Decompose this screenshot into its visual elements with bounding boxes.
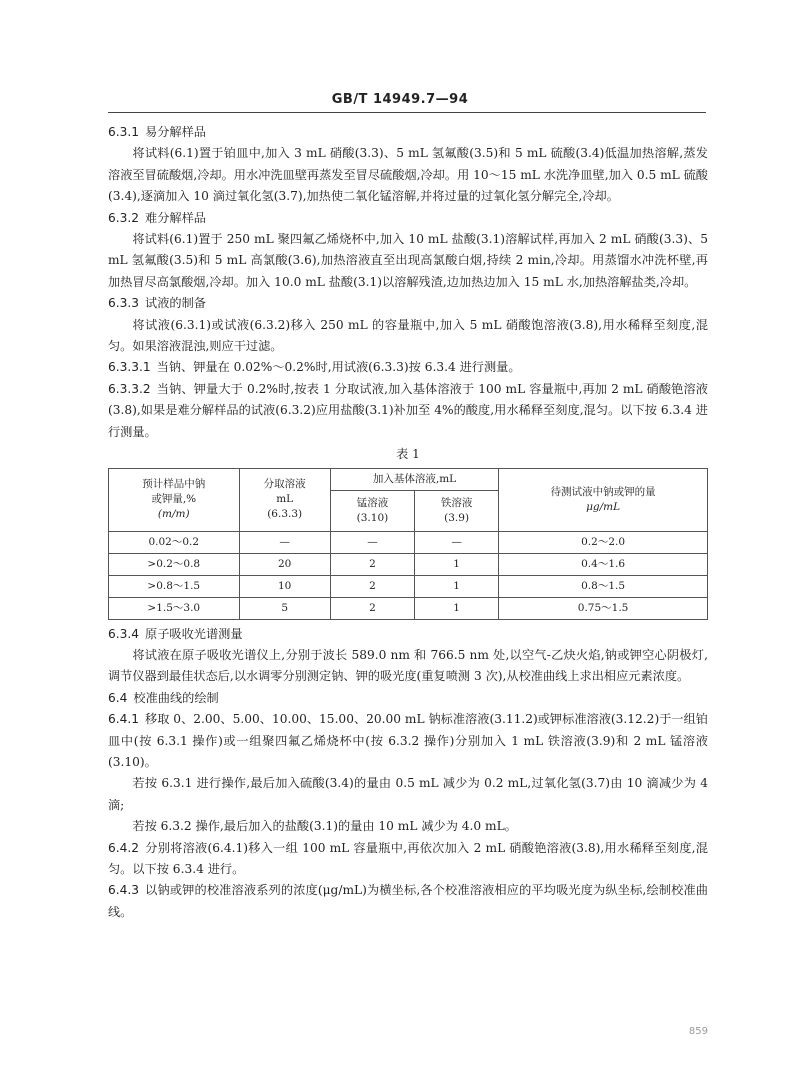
- standard-header: GB/T 14949.7—94: [331, 92, 469, 107]
- header-rule: [108, 112, 706, 113]
- table-cell: 1: [415, 575, 499, 597]
- table-cell: —: [330, 531, 414, 553]
- paragraph: 将试液(6.3.1)或试液(6.3.2)移入 250 mL 的容量瓶中,加入 5 mL 硝酸饱溶液(3.8),用水稀释至刻度,混匀。如果溶液混浊,则应干过滤。: [108, 317, 708, 354]
- table-cell: 0.75～1.5: [499, 597, 708, 619]
- table-cell: —: [239, 531, 330, 553]
- paragraph: 将试料(6.1)置于 250 mL 聚四氟乙烯烧杯中,加入 10 mL 盐酸(3.1)溶解试样,再加入 2 mL 硝酸(3.3)、5 mL 氢氟酸(3.5)和 5 mL 高氯酸(3.6),加热溶液直至出现高氯酸白烟,持续 2 min,冷却。用蒸馏水冲洗杯壁,再加热冒尽高氯酸烟,冷却。加入 10.0 mL 盐酸(3.1)以溶解残渣,边加热边加入 15 mL 水,加热溶解盐类,冷却。: [108, 232, 708, 289]
- numbered-clause: [108, 838, 708, 881]
- table-cell: 5: [239, 597, 330, 619]
- paragraph: 将试液在原子吸收光谱仪上,分别于波长 589.0 nm 和 766.5 nm 处,以空气-乙炔火焰,钠或钾空心阴极灯,调节仪器到最佳状态后,以水调零分别测定钠、钾的吸光度(重复喷测 3 次),从校准曲线上求出相应元素浓度。: [108, 647, 708, 684]
- table-cell: 0.8～1.5: [499, 575, 708, 597]
- clause-number: 6.3.4: [108, 626, 140, 641]
- paragraph: 若按 6.3.2 操作,最后加入的盐酸(3.1)的量由 10 mL 减少为 4.0 mL。: [132, 819, 517, 834]
- table-cell: 1: [415, 553, 499, 575]
- paragraph: 将试料(6.1)置于铂皿中,加入 3 mL 硝酸(3.3)、5 mL 氢氟酸(3.5)和 5 mL 硫酸(3.4)低温加热溶解,蒸发溶液至冒硫酸烟,冷却。用水冲洗皿壁再蒸发至冒尽硫酸烟,冷却。用 10～15 mL 水洗净皿壁,加入 0.5 mL 硫酸(3.4),逐滴加入 10 滴过氧化氢(3.7),加热使二氧化锰溶解,并将过量的过氧化氢分解完全,冷却。: [108, 146, 708, 204]
- paragraph: 若按 6.3.1 进行操作,最后加入硫酸(3.4)的量由 0.5 mL 减少为 0.2 mL,过氧化氢(3.7)由 10 滴减少为 4 滴;: [108, 776, 708, 812]
- clause-number: 6.4.3: [108, 883, 140, 898]
- table-cell: >0.8～1.5: [109, 575, 240, 597]
- table-row: [109, 531, 708, 553]
- col-sample-amount: 预计样品中钠 或钾量,% (m/m): [109, 468, 240, 531]
- table-cell: —: [415, 531, 499, 553]
- table-row: [109, 553, 708, 575]
- table-cell: 0.2～2.0: [499, 531, 708, 553]
- table-row: [109, 575, 708, 597]
- clause-number: 6.3.3: [108, 296, 140, 311]
- clause-number: 6.4.1: [108, 712, 140, 727]
- table-cell: 1: [415, 597, 499, 619]
- section-title: 试液的制备: [145, 296, 206, 311]
- clause-number: 6.3.2: [108, 210, 140, 225]
- clause-text: 当钠、钾量大于 0.2%时,按表 1 分取试液,加入基体溶液于 100 mL 容量瓶中,再加 2 mL 硝酸铯溶液(3.8),如果是难分解样品的试液(6.3.2)应用盐酸(3.1)补加至 4%的酸度,用水稀释至刻度,混匀。以下按 6.3.4 进行测量。: [108, 381, 708, 439]
- section-heading: [108, 624, 708, 645]
- table-cell: >0.2～0.8: [109, 553, 240, 575]
- table-cell: 2: [330, 575, 414, 597]
- numbered-clause: [108, 379, 708, 443]
- clause-number: 6.4: [108, 690, 128, 705]
- table-cell: 0.4～1.6: [499, 553, 708, 575]
- numbered-clause: [108, 709, 708, 773]
- col-aliquot: 分取溶液 mL (6.3.3): [239, 468, 330, 531]
- clause-number: 6.4.2: [108, 840, 140, 855]
- table-row: [109, 597, 708, 619]
- table-cell: 2: [330, 597, 414, 619]
- table-cell: 20: [239, 553, 330, 575]
- numbered-clause: [108, 357, 708, 378]
- clause-text: 当钠、钾量在 0.02%～0.2%时,用试液(6.3.3)按 6.3.4 进行测量。: [156, 360, 521, 375]
- page-number: 859: [688, 1026, 708, 1037]
- table-cell: 10: [239, 575, 330, 597]
- section-heading: [108, 122, 708, 143]
- section-title: 易分解样品: [145, 125, 206, 139]
- clause-number: 6.3.3.1: [108, 360, 151, 375]
- col-fe-solution: 铁溶液 (3.9): [415, 490, 499, 531]
- section-title: 原子吸收光谱测量: [145, 626, 243, 641]
- section-heading: [108, 208, 708, 229]
- clause-text: 分别将溶液(6.4.1)移入一组 100 mL 容量瓶中,再依次加入 2 mL 硝酸铯溶液(3.8),用水稀释至刻度,混匀。以下按 6.3.4 进行。: [108, 840, 708, 876]
- document-body: [108, 122, 708, 923]
- col-group-matrix: 加入基体溶液,mL: [330, 468, 498, 490]
- table-cell: 2: [330, 553, 414, 575]
- clause-number: 6.3.1: [108, 125, 140, 139]
- numbered-clause: [108, 880, 708, 923]
- table-cell: 0.02～0.2: [109, 531, 240, 553]
- table-1: [108, 468, 708, 620]
- table-caption: 表 1: [396, 447, 420, 462]
- clause-text: 移取 0、2.00、5.00、10.00、15.00、20.00 mL 钠标准溶液(3.11.2)或钾标准溶液(3.12.2)于一组铂皿中(按 6.3.1 操作)或一组聚四氟乙烯烧杯中(按 6.3.2 操作)分别加入 1 mL 铁溶液(3.9)和 2 mL 锰溶液(3.10)。: [108, 712, 708, 769]
- section-title: 难分解样品: [145, 210, 206, 225]
- col-mn-solution: 锰溶液 (3.10): [330, 490, 414, 531]
- clause-text: 以钠或钾的校准溶液系列的浓度(μg/mL)为横坐标,各个校准溶液相应的平均吸光度为纵坐标,绘制校准曲线。: [108, 883, 708, 919]
- clause-number: 6.3.3.2: [108, 381, 151, 396]
- table-cell: >1.5～3.0: [109, 597, 240, 619]
- section-title: 校准曲线的绘制: [133, 690, 219, 705]
- col-test-amount: 待测试液中钠或钾的量 μg/mL: [499, 468, 708, 531]
- section-heading: [108, 688, 708, 709]
- section-heading: [108, 293, 708, 314]
